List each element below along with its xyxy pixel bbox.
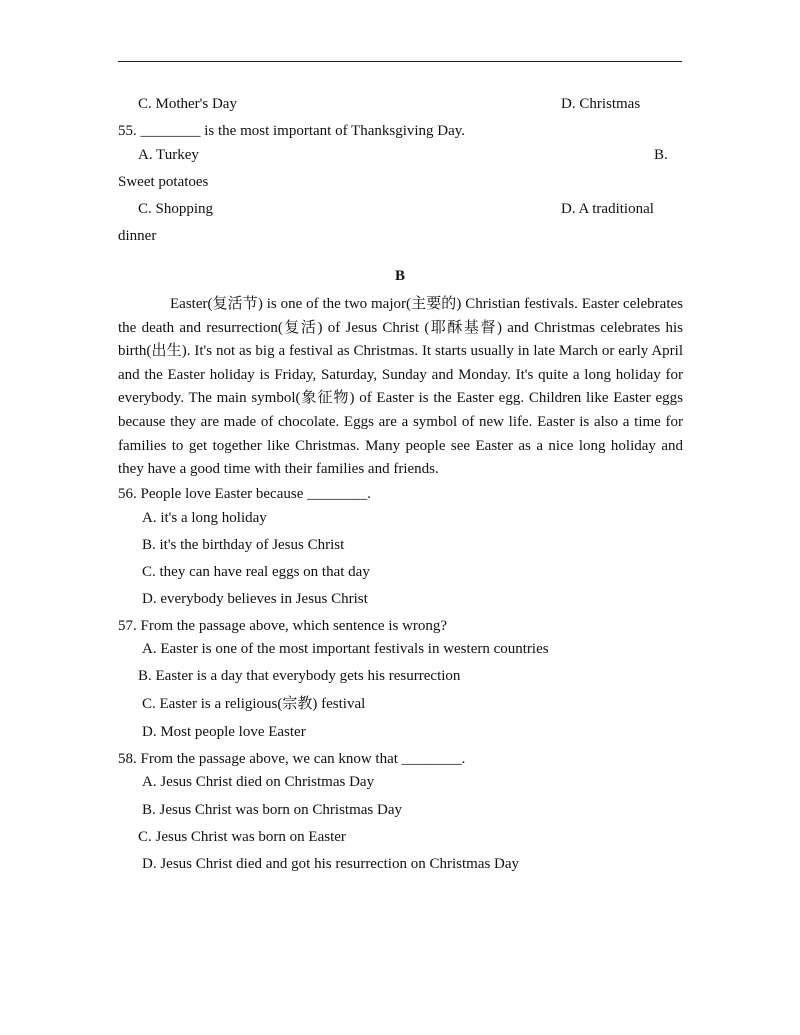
q58-option-c: C. Jesus Christ was born on Easter — [138, 829, 346, 845]
q58-option-a: A. Jesus Christ died on Christmas Day — [142, 774, 375, 790]
header-rule — [118, 61, 682, 62]
q56-option-c: C. they can have real eggs on that day — [142, 564, 370, 580]
q58-option-b: B. Jesus Christ was born on Christmas Day — [142, 802, 402, 818]
q57-option-b: B. Easter is a day that everybody gets his resurrection — [138, 668, 461, 684]
q55-option-b-text: Sweet potatoes — [118, 174, 209, 190]
q57-option-a: A. Easter is one of the most important festivals in western countries — [142, 641, 549, 657]
q56-option-b: B. it's the birthday of Jesus Christ — [142, 537, 345, 553]
q55-stem: 55. ________ is the most important of Thanksgiving Day. — [118, 123, 466, 139]
q57-option-d: D. Most people love Easter — [142, 724, 306, 740]
q54-option-c: C. Mother's Day — [138, 96, 237, 112]
q55-option-d-end: dinner — [118, 228, 157, 244]
q55-option-a: A. Turkey — [138, 147, 199, 163]
q57-option-c: C. Easter is a religious(宗教) festival — [142, 696, 366, 712]
q56-stem: 56. People love Easter because ________. — [118, 486, 371, 502]
section-heading: B — [395, 268, 406, 284]
q57-stem: 57. From the passage above, which sentence is wrong? — [118, 618, 448, 634]
q58-stem: 58. From the passage above, we can know that ________. — [118, 751, 466, 767]
q55-option-d-start: D. A traditional — [561, 201, 654, 217]
q54-option-d: D. Christmas — [561, 96, 641, 112]
q56-option-a: A. it's a long holiday — [142, 510, 267, 526]
q56-option-d: D. everybody believes in Jesus Christ — [142, 591, 368, 607]
q55-option-b-letter: B. — [654, 147, 668, 163]
q55-option-c: C. Shopping — [138, 201, 214, 217]
reading-passage: Easter(复活节) is one of the two major(主要的) Christian festivals. Easter celebrates the death and resurrection(复活) of Jesus Christ (耶酥基督) and Christmas celebrates his birth(出生). It's not as big a festival as Christmas. It starts usually in late March or early April and the Easter holiday is Friday, Saturday, Sunday and Monday. It's quite a long holiday for everybody. The main symbol(象征物) of Easter is the Easter egg. Children like Easter eggs because they are made of chocolate. Eggs are a symbol of new life. Easter is also a time for families to get together like Christmas. Many people see Easter as a nice long holiday and they have a good time with their families and friends. — [118, 296, 683, 478]
q58-option-d: D. Jesus Christ died and got his resurrection on Christmas Day — [142, 856, 520, 872]
